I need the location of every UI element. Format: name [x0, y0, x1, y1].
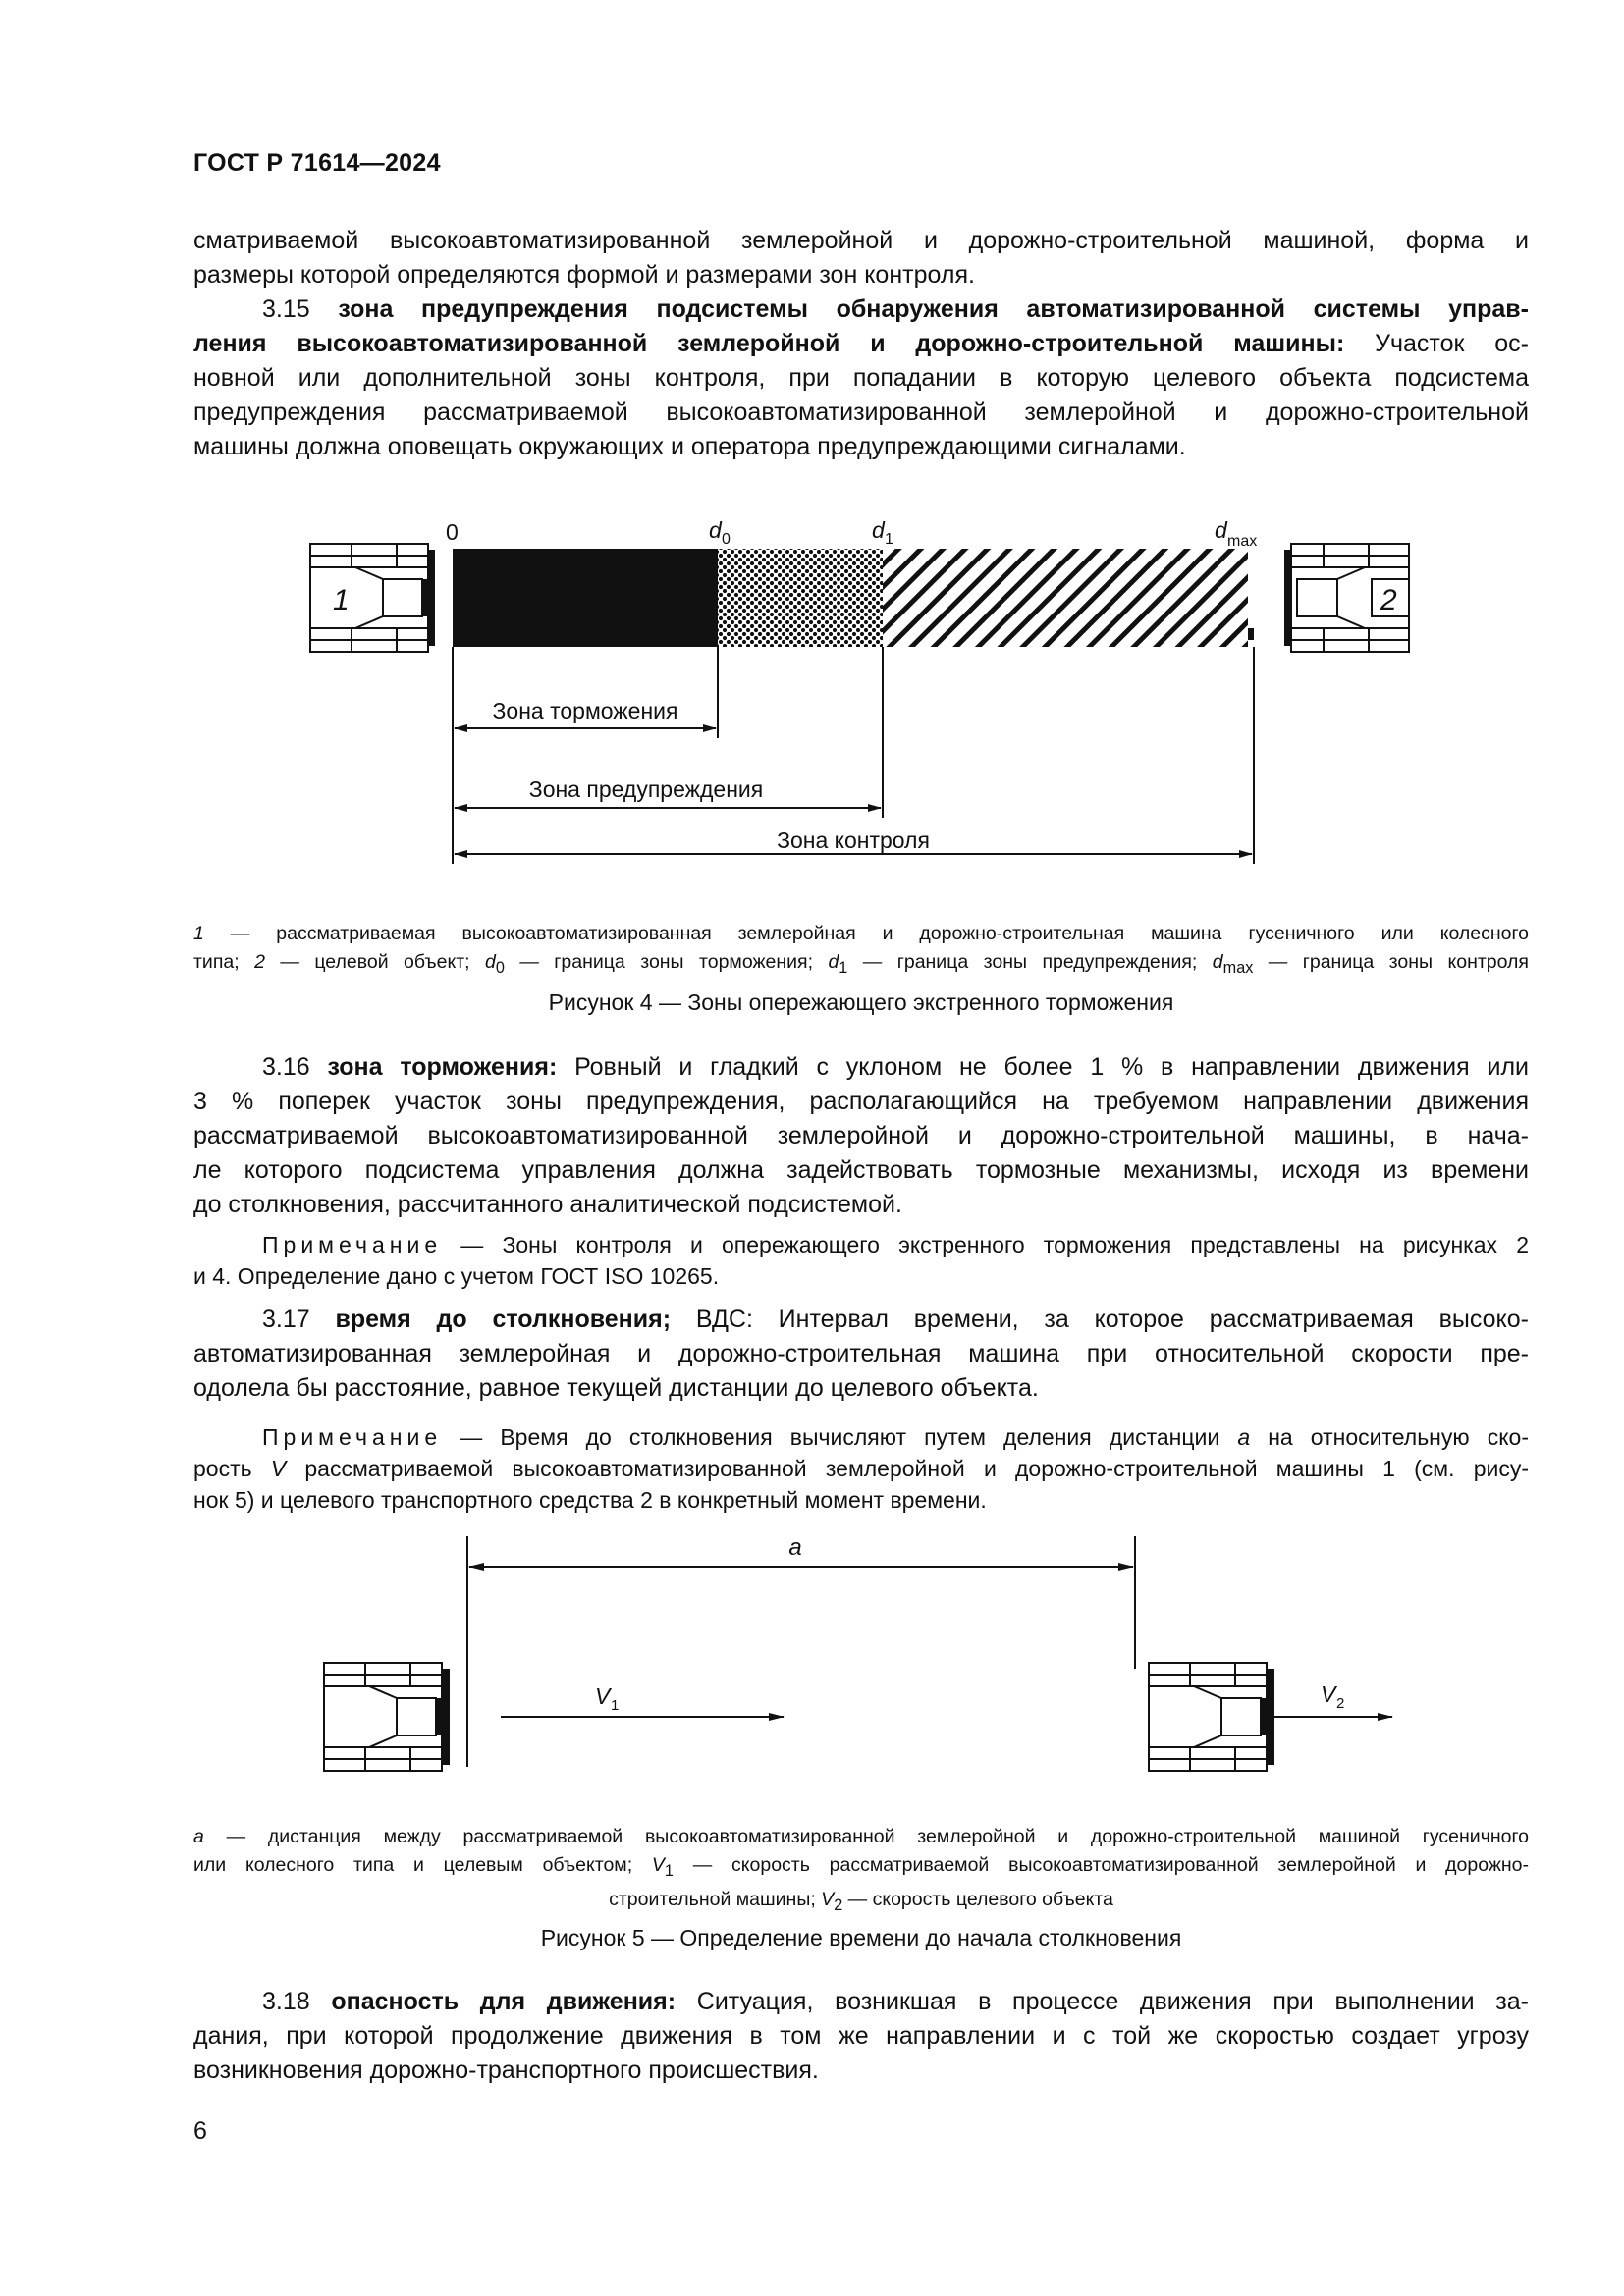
distance-a-label: a — [788, 1534, 802, 1561]
section-number: 3.18 — [262, 1988, 310, 2015]
text-line: возникновения дорожно-транспортного происшествия. — [193, 2056, 819, 2084]
text-line: до столкновения, рассчитанного аналитической подсистемой. — [193, 1191, 902, 1218]
term-title: зона торможения: — [327, 1053, 558, 1081]
braking-zone-label: Зона торможения — [492, 698, 678, 723]
page-number: 6 — [193, 2117, 207, 2145]
document-code-header: ГОСТ Р 71614—2024 — [193, 149, 441, 177]
term-title-cont: ления высокоавтоматизированной землеройной и дорожно-строительной машины: — [193, 330, 1345, 357]
text-line: 3 % поперек участок зоны предупреждения, располагающийся на требуемом направлении движения — [193, 1088, 1529, 1115]
figure-5-key: a — дистанция между рассматриваемой высокоавтоматизированной землеройной и дорожно-строительной машиной гусеничного или колесного типа и целевым объектом; $V_1$ — скорость рассматриваемой высокоавтоматизированной землеройной и дорожно- строительной машины; $V_2$ — скорость целевого объекта — [193, 1826, 1529, 1914]
v1-label: V — [595, 1683, 611, 1709]
definition-text: Ровный и гладкий с уклоном не более 1 % в направлении движения или — [557, 1053, 1530, 1081]
machine-1-label: 1 — [333, 584, 350, 616]
figure-4-caption: Рисунок 4 — Зоны опережающего экстренного торможения — [548, 989, 1174, 1015]
text-line: рассматриваемой высокоавтоматизированной землеройной и дорожно-строительной машины, в нача- — [193, 1122, 1529, 1149]
text-line: размеры которой определяются формой и размерами зон контроля. — [193, 261, 975, 289]
text-line: дания, при которой продолжение движения в том же направлении и с той же скоростью создает угрозу — [193, 2022, 1529, 2050]
target-2-icon — [1149, 1663, 1274, 1771]
key-line: типа; 2 — целевой объект; $d_0$ — граница зоны торможения; $d_1$ — граница зоны предупреждения; $d_{max}$ — граница зоны контроля — [193, 951, 1529, 977]
term-title: зона предупреждения подсистемы обнаружения автоматизированной системы управ- — [338, 295, 1529, 323]
dmax-subscript: max — [1227, 533, 1258, 550]
text-line: ле которого подсистема управления должна задействовать тормозные механизмы, исходя из времени — [193, 1156, 1529, 1184]
text-line: сматриваемой высокоавтоматизированной землеройной и дорожно-строительной машиной, форма и — [193, 227, 1529, 254]
note-text: и 4. Определение дано с учетом ГОСТ ISO 10265. — [193, 1263, 720, 1289]
d0-subscript: 0 — [722, 531, 731, 548]
note-text: — Зоны контроля и опережающего экстренного торможения представлены на рисунках 2 — [442, 1232, 1529, 1257]
d1-label: d — [872, 517, 885, 543]
warning-zone-label: Зона предупреждения — [528, 776, 764, 802]
key-line-text: — рассматриваемая высокоавтоматизированная землеройная и дорожно-строительная машина гусеничного или колесного — [203, 923, 1529, 944]
text-line: автоматизированная землеройная и дорожно-строительная машина при относительной скорости пре- — [193, 1340, 1529, 1367]
v1-subscript: 1 — [611, 1697, 620, 1714]
target-2-label: 2 — [1380, 584, 1397, 616]
definition-text: ВДС: Интервал времени, за которое рассматриваемая высоко- — [671, 1306, 1529, 1333]
note-3-17: Примечание — Время до столкновения вычисляют путем деления дистанции a на относительную ско- рость V рассматриваемой высокоавтоматизированной землеройной и дорожно-строительной машины 1 (см. рису- нок 5) и целевого транспортного средства 2 в конкретный момент времени. — [193, 1421, 1529, 1516]
machine-1-icon — [324, 1663, 450, 1771]
key-line: 1 — рассматриваемая высокоавтоматизированная землеройная и дорожно-строительная машина гусеничного или колесного — [193, 923, 1529, 944]
v2-subscript: 2 — [1336, 1695, 1345, 1712]
text-line: машины должна оповещать окружающих и оператора предупреждающими сигналами. — [193, 433, 1186, 460]
control-zone-label: Зона контроля — [777, 828, 930, 853]
section-number: 3.16 — [262, 1053, 310, 1081]
note-text: нок 5) и целевого транспортного средства 2 в конкретный момент времени. — [193, 1487, 987, 1513]
v2-label: V — [1321, 1682, 1336, 1707]
definition-text: Ситуация, возникшая в процессе движения при выполнении за- — [676, 1988, 1529, 2015]
section-number: 3.17 — [262, 1306, 310, 1333]
note-label: Примечание — [262, 1424, 443, 1450]
d0-label: d — [709, 517, 722, 543]
term-title: опасность для движения: — [331, 1988, 677, 2015]
d1-subscript: 1 — [885, 531, 893, 548]
section-number: 3.15 — [262, 295, 310, 323]
text-line: предупреждения рассматриваемой высокоавтоматизированной землеройной и дорожно-строительной — [193, 399, 1529, 426]
note-label: Примечание — [262, 1232, 443, 1257]
section-3-18 — [193, 1985, 1529, 2088]
text-line: новной или дополнительной зоны контроля, при попадании в которую целевого объекта подсистема — [193, 364, 1529, 392]
origin-label: 0 — [446, 519, 459, 545]
term-title: время до столкновения; — [335, 1306, 672, 1333]
definition-text: Участок ос- — [1344, 330, 1529, 357]
figure-5-caption: Рисунок 5 — Определение времени до начала столкновения — [540, 1925, 1182, 1950]
dmax-label: d — [1215, 517, 1227, 543]
text-line: одолела бы расстояние, равное текущей дистанции до целевого объекта. — [193, 1374, 1039, 1402]
